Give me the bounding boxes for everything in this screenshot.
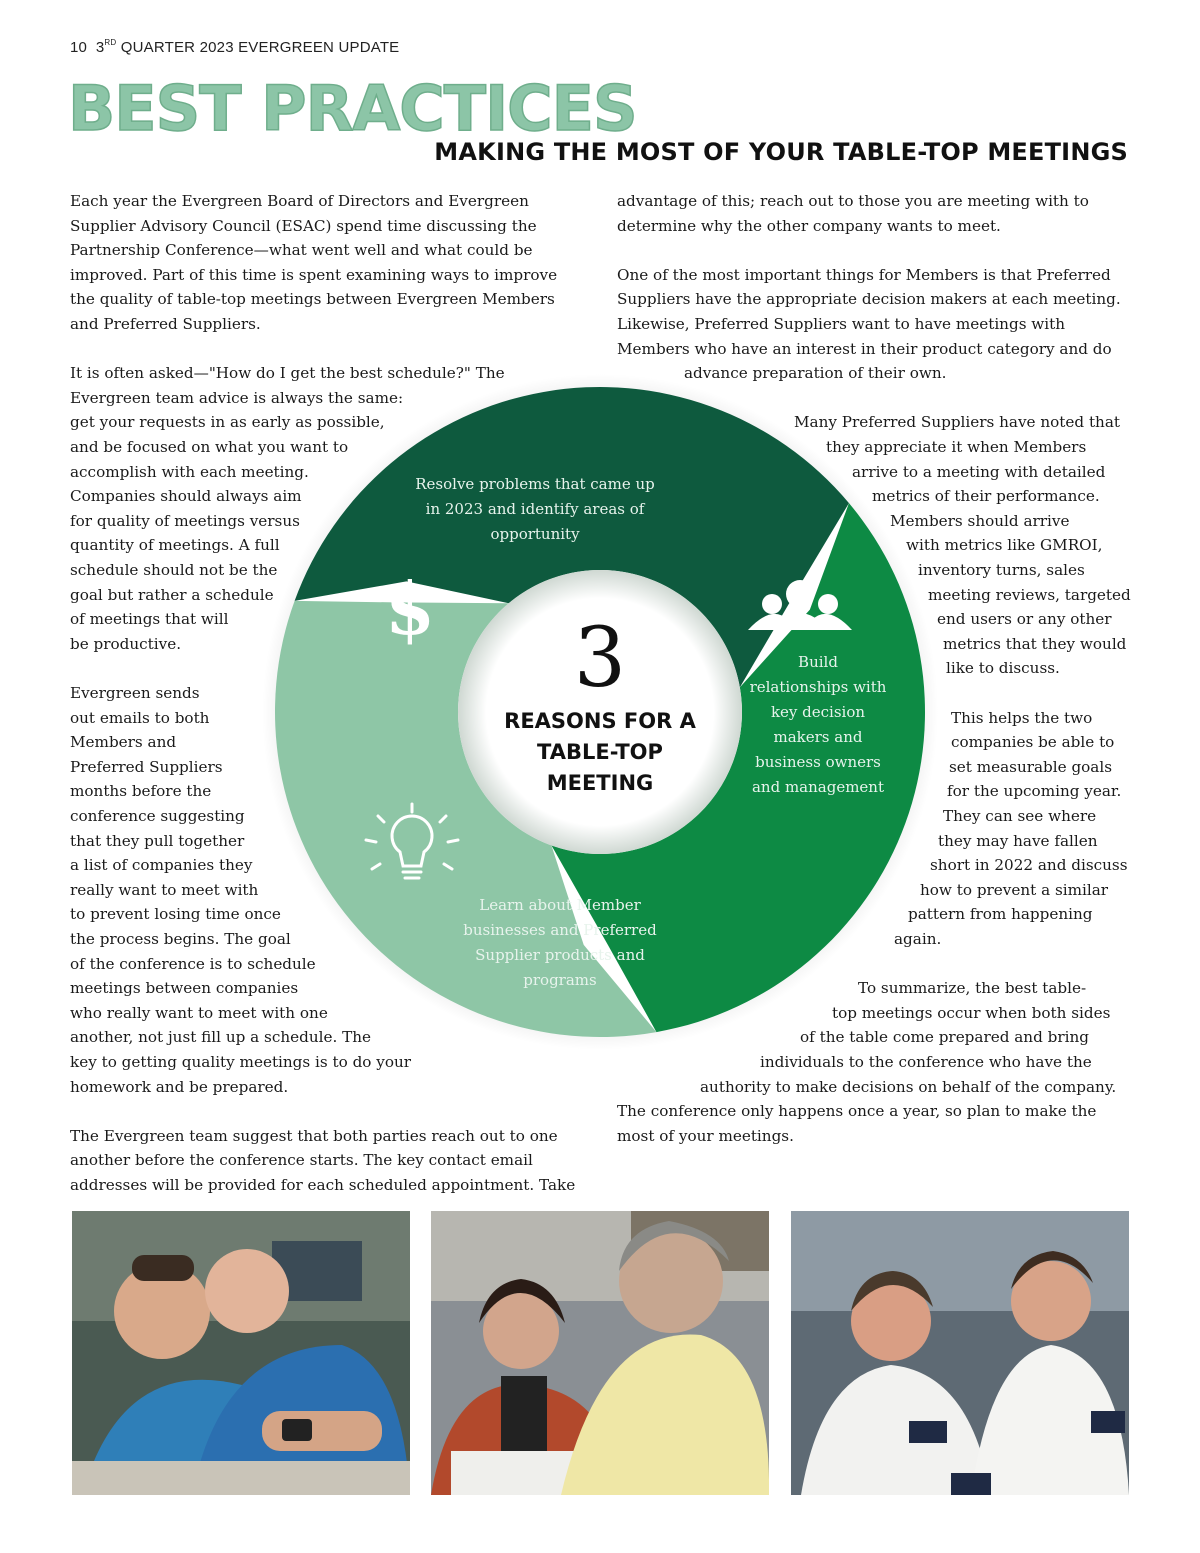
left-text-line: really want to meet with (70, 880, 259, 899)
left-text-line: homework and be prepared. (70, 1077, 289, 1096)
left-text-line: accomplish with each meeting. (70, 462, 309, 481)
right-text-line: The conference only happens once a year, so plan to make the (617, 1102, 1097, 1121)
dollar-icon: $ (384, 566, 436, 651)
reasons-count: 3 (573, 611, 627, 706)
right-text-line: companies be able to (951, 733, 1115, 752)
left-text-line: meetings between companies (70, 979, 299, 998)
right-text-line: for the upcoming year. (947, 782, 1122, 801)
left-text-line: The Evergreen team suggest that both parties reach out to one (70, 1126, 558, 1145)
right-text-line: To summarize, the best table- (858, 979, 1087, 998)
right-text-line: They can see where (943, 807, 1097, 825)
right-text-line: set measurable goals (949, 757, 1113, 776)
left-text-line: key to getting quality meetings is to do your (70, 1053, 412, 1071)
left-text-line: out emails to both (70, 708, 210, 727)
right-text-line: short in 2022 and discuss (930, 856, 1128, 875)
quarter-number: 3 (95, 39, 105, 56)
photo-meeting-2 (431, 1211, 769, 1495)
right-text-line: they appreciate it when Members (826, 438, 1087, 456)
left-text-line: who really want to meet with one (70, 1003, 328, 1022)
left-text-line: and be focused on what you want to (70, 438, 349, 456)
left-text-line: and Preferred Suppliers. (70, 315, 261, 333)
right-text-line: like to discuss. (946, 659, 1060, 678)
right-text-line: inventory turns, sales (918, 561, 1085, 579)
right-text-line: Many Preferred Suppliers have noted that (794, 413, 1120, 432)
diagram-center-label: REASONS FOR A TABLE-TOP MEETING (504, 709, 696, 795)
left-text-line: of the conference is to schedule (70, 954, 316, 973)
right-text-line: arrive to a meeting with detailed (852, 462, 1106, 481)
publication-title: QUARTER 2023 EVERGREEN UPDATE (120, 39, 400, 56)
left-text-line: It is often asked—"How do I get the best schedule?" The (70, 364, 505, 383)
left-text-line: schedule should not be the (70, 561, 278, 579)
left-text-line: to prevent losing time once (70, 905, 281, 924)
left-text-line: another, not just fill up a schedule. The (70, 1028, 372, 1047)
photo-meeting-1 (72, 1211, 410, 1495)
right-text-line: top meetings occur when both sides (832, 1003, 1111, 1022)
right-text-line: meeting reviews, targeted (928, 585, 1131, 604)
left-text-line: Evergreen team advice is always the same: (70, 388, 404, 407)
right-text-line: metrics of their performance. (872, 487, 1100, 506)
left-text-line: Companies should always aim (70, 487, 302, 506)
left-text-line: that they pull together (70, 831, 245, 850)
right-text-line: again. (894, 930, 942, 948)
right-text-line: they may have fallen (938, 831, 1098, 850)
left-text-line: months before the (70, 782, 212, 801)
right-text-line: Likewise, Preferred Suppliers want to have meetings with (617, 315, 1066, 333)
right-text-line: with metrics like GMROI, (906, 536, 1103, 555)
left-text-line: a list of companies they (70, 856, 253, 875)
left-text-line: Supplier Advisory Council (ESAC) spend time discussing the (70, 216, 537, 235)
right-text-line: individuals to the conference who have the (760, 1053, 1092, 1071)
left-text-line: quantity of meetings. A full (70, 536, 280, 555)
left-text-line: for quality of meetings versus (70, 511, 300, 530)
left-text-line: goal but rather a schedule (70, 585, 274, 604)
photo-meeting-3 (791, 1211, 1129, 1495)
left-text-line: Partnership Conference—what went well and what could be (70, 241, 533, 260)
left-text-line: be productive. (70, 634, 182, 653)
left-text-line: conference suggesting (70, 807, 245, 825)
right-text-line: This helps the two (951, 708, 1093, 727)
left-text-line: the quality of table-top meetings between Evergreen Members (70, 290, 555, 309)
left-text-line: Members and (70, 733, 177, 752)
right-text-line: authority to make decisions on behalf of the company. (700, 1077, 1117, 1096)
right-text-line: how to prevent a similar (920, 880, 1109, 899)
reason-label-2: Build relationships with key decision makers and business owners and management (749, 653, 887, 796)
left-text-line: another before the conference starts. The key contact email (70, 1151, 533, 1170)
page-number: 10 (70, 39, 88, 56)
reason-label-1: Resolve problems that came up in 2023 and identify areas of opportunity (415, 475, 655, 543)
right-text-line: One of the most important things for Members is that Preferred (617, 265, 1111, 284)
left-text-line: Preferred Suppliers (70, 757, 223, 776)
right-text-line: advantage of this; reach out to those you are meeting with to (617, 192, 1089, 210)
right-text-line: Suppliers have the appropriate decision makers at each meeting. (617, 290, 1121, 309)
left-text-line: get your requests in as early as possible, (70, 413, 385, 432)
reason-label-3: Learn about Member businesses and Preferred Supplier products and programs (463, 896, 657, 989)
right-text-line: end users or any other (937, 610, 1112, 629)
left-text-line: of meetings that will (70, 610, 229, 629)
left-text-line: Each year the Evergreen Board of Directors and Evergreen (70, 192, 529, 210)
right-text-line: metrics that they would (943, 634, 1127, 653)
left-text-line: addresses will be provided for each scheduled appointment. Take (70, 1176, 576, 1194)
page-title: BEST PRACTICES (68, 72, 637, 145)
left-text-line: Evergreen sends (70, 684, 200, 702)
left-text-line: improved. Part of this time is spent examining ways to improve (70, 265, 558, 284)
right-text-line: most of your meetings. (617, 1126, 794, 1145)
right-text-line: pattern from happening (908, 905, 1093, 924)
page-header (70, 39, 399, 56)
right-text-line: advance preparation of their own. (684, 364, 947, 383)
page-subtitle: MAKING THE MOST OF YOUR TABLE-TOP MEETINGS (434, 138, 1128, 166)
right-text-line: Members should arrive (890, 511, 1070, 530)
right-text-line: Members who have an interest in their product category and do (617, 339, 1112, 358)
right-text-line: of the table come prepared and bring (800, 1028, 1089, 1047)
right-text-line: determine why the other company wants to meet. (617, 216, 1001, 235)
left-text-line: the process begins. The goal (70, 930, 291, 948)
quarter-suffix: RD (104, 38, 117, 47)
